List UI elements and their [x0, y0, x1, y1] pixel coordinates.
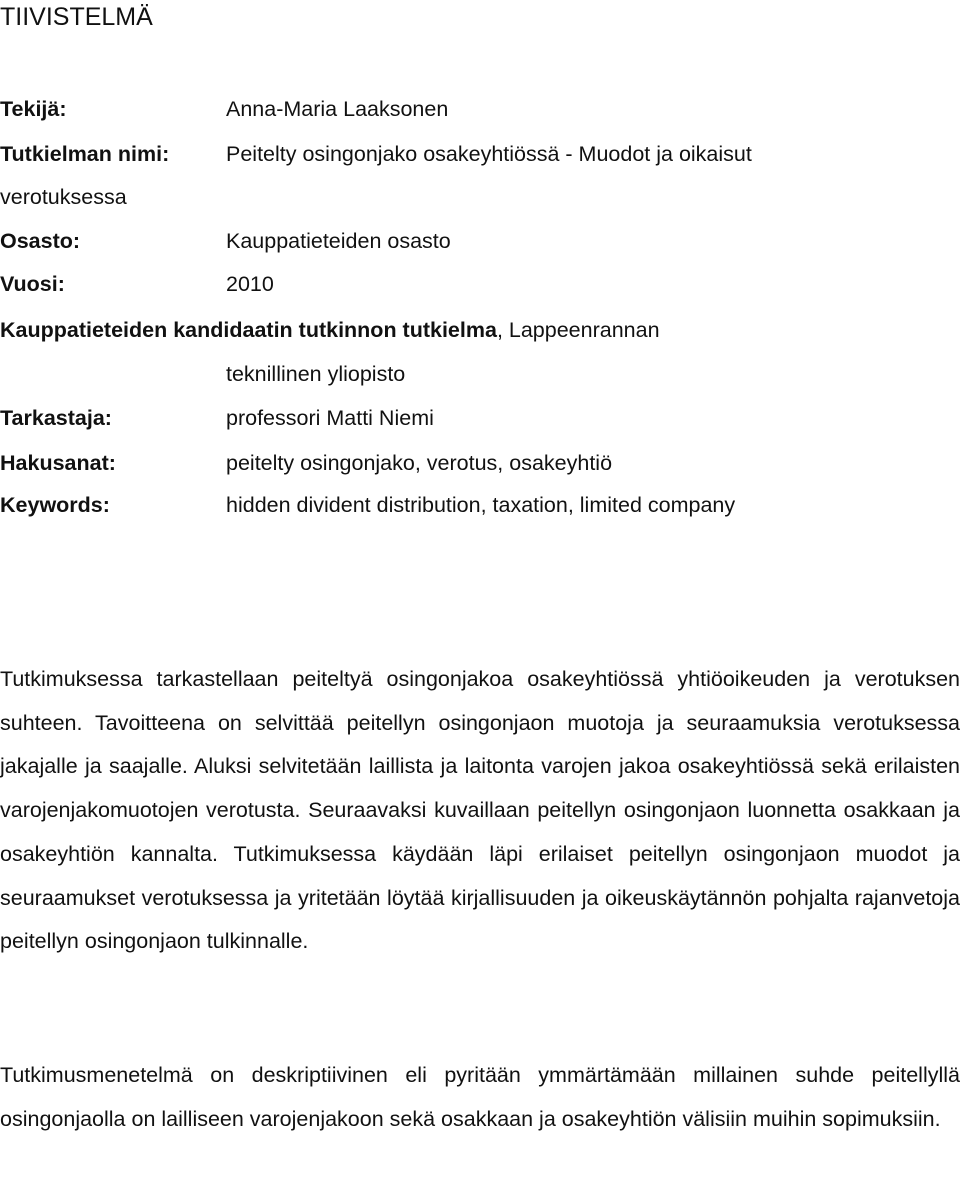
thesis-title-continuation-row	[0, 184, 960, 210]
year-value: 2010	[226, 272, 274, 296]
thesis-title-continuation: verotuksessa	[0, 185, 127, 209]
degree-value: , Lappeenrannan	[496, 318, 660, 342]
thesis-title-label: Tutkielman nimi:	[0, 142, 170, 166]
degree-label: Kauppatieteiden kandidaatin tutkinnon tutkielma	[0, 318, 497, 342]
keywords-fi-value: peitelty osingonjako, verotus, osakeyhtiö	[226, 451, 613, 475]
department-label: Osasto:	[0, 229, 81, 253]
abstract-paragraph-2: Tutkimusmenetelmä on deskriptiivinen eli pyritään ymmärtämään millainen suhde peitellyllä osingonjaolla on lailliseen varojenjakoon sekä osakkaan ja osakeyhtiön välisiin muihin sopimuksiin.	[0, 1063, 960, 1131]
thesis-title-value: Peitelty osingonjako osakeyhtiössä - Muodot ja oikaisut	[226, 142, 752, 166]
year-label: Vuosi:	[0, 272, 65, 296]
author-label: Tekijä:	[0, 97, 67, 121]
examiner-value: professori Matti Niemi	[226, 406, 434, 430]
examiner-label: Tarkastaja:	[0, 406, 112, 430]
abstract-paragraph-1: Tutkimuksessa tarkastellaan peiteltyä osingonjakoa osakeyhtiössä yhtiöoikeuden ja verotuksen suhteen. Tavoitteena on selvittää peitellyn osingonjaon muotoja ja seuraamuksia verotuksessa jakajalle ja saajalle. Aluksi selvitetään laillista ja laitonta varojen jakoa osakeyhtiössä sekä erilaisten varojenjakomuotojen verotusta. Seuraavaksi kuvaillaan peitellyn osingonjaon luonnetta osakkaan ja osakeyhtiön kannalta. Tutkimuksessa käydään läpi erilaiset peitellyn osingonjaon muodot ja seuraamukset verotuksessa ja yritetään löytää kirjallisuuden ja oikeuskäytännön pohjalta rajanvetoja peitellyn osingonjaon tulkinnalle.	[0, 667, 960, 954]
keywords-fi-label: Hakusanat:	[0, 451, 116, 475]
keywords-en-value: hidden divident distribution, taxation, limited company	[226, 493, 736, 517]
author-value: Anna-Maria Laaksonen	[226, 97, 449, 121]
degree-row	[0, 317, 960, 343]
keywords-en-label: Keywords:	[0, 493, 110, 517]
department-value: Kauppatieteiden osasto	[226, 229, 451, 253]
page-title: TIIVISTELMÄ	[0, 3, 153, 31]
degree-value-continuation: teknillinen yliopisto	[226, 362, 406, 386]
